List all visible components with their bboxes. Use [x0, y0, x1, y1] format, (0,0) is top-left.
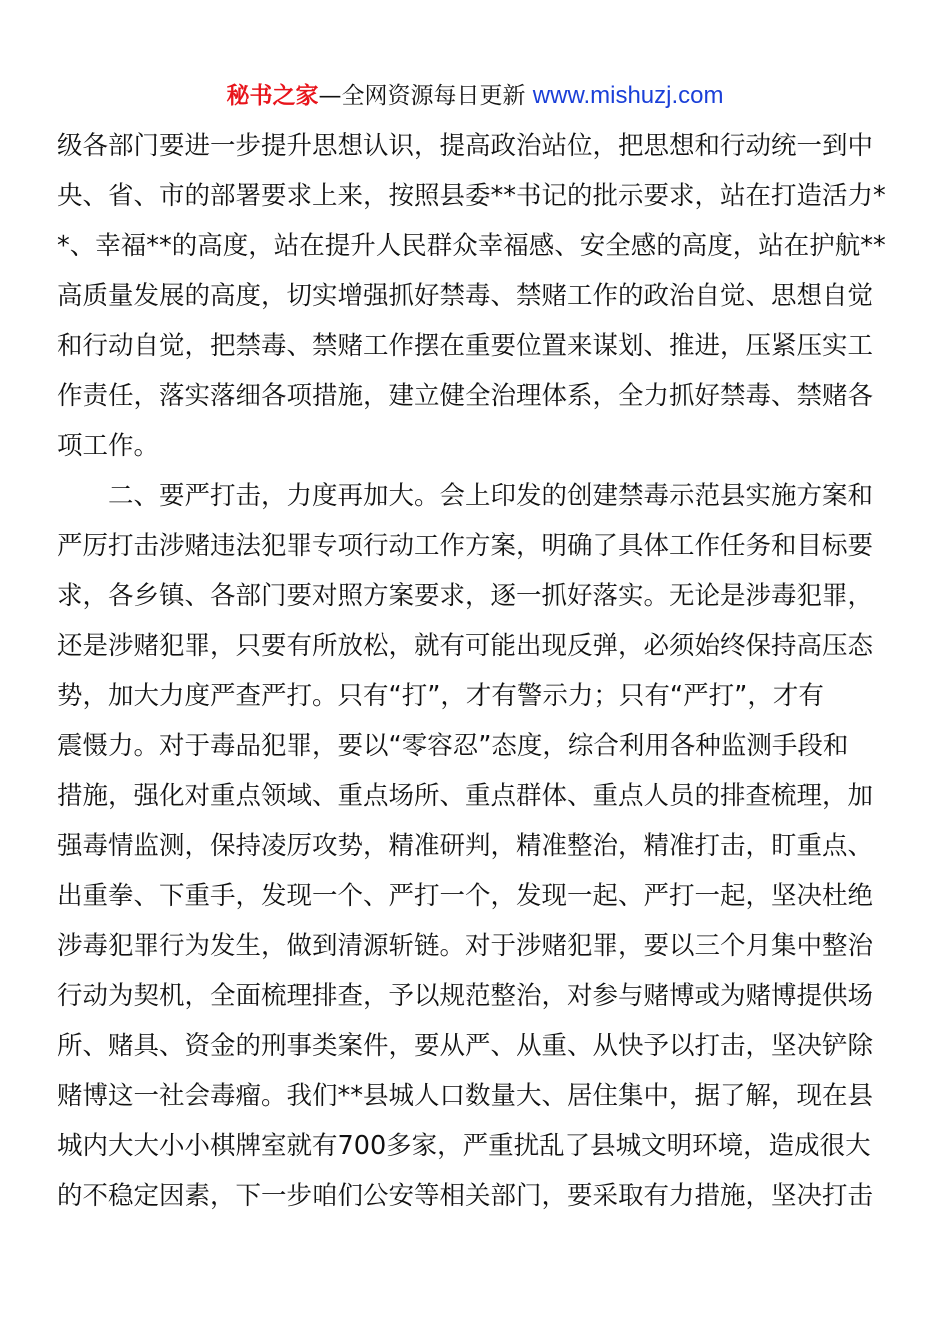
brand-name: 秘书之家: [226, 83, 319, 109]
text-line: 项工作。: [57, 431, 160, 461]
text-line: 和行动自觉，把禁毒、禁赌工作摆在重要位置来谋划、推进，压紧压实工: [57, 331, 874, 361]
paragraph-start-line: 二、要严打击，力度再加大。会上印发的创建禁毒示范县实施方案和: [57, 481, 874, 511]
text-line: 求，各乡镇、各部门要对照方案要求，逐一抓好落实。无论是涉毒犯罪，: [57, 581, 874, 611]
text-line: 强毒情监测，保持凌厉攻势，精准研判，精准整治，精准打击，盯重点、: [57, 831, 874, 861]
text-line: 的不稳定因素，下一步咱们公安等相关部门，要采取有力措施，坚决打击: [57, 1181, 874, 1211]
text-line: 震慑力。对于毒品犯罪，要以“零容忍”态度，综合利用各种监测手段和: [57, 731, 849, 761]
text-line: 城内大大小小棋牌室就有700多家，严重扰乱了县城文明环境，造成很大: [57, 1131, 871, 1161]
website-link[interactable]: www.mishuzj.com: [532, 82, 724, 109]
text-line: 还是涉赌犯罪，只要有所放松，就有可能出现反弹，必须始终保持高压态: [57, 631, 874, 661]
page-header: [0, 80, 950, 112]
document-body: [57, 121, 893, 1221]
text-line: 涉毒犯罪行为发生，做到清源斩链。对于涉赌犯罪，要以三个月集中整治: [57, 931, 874, 961]
text-line: 央、省、市的部署要求上来，按照县委**书记的批示要求，站在打造活力*: [57, 181, 886, 211]
text-line: 所、赌具、资金的刑事类案件，要从严、从重、从快予以打击，坚决铲除: [57, 1031, 874, 1061]
text-line: *、幸福**的高度，站在提升人民群众幸福感、安全感的高度，站在护航**: [57, 231, 886, 261]
text-line: 赌博这一社会毒瘤。我们**县城人口数量大、居住集中，据了解，现在县: [57, 1081, 874, 1111]
text-line: 作责任，落实落细各项措施，建立健全治理体系，全力抓好禁毒、禁赌各: [57, 381, 874, 411]
text-line: 高质量发展的高度，切实增强抓好禁毒、禁赌工作的政治自觉、思想自觉: [57, 281, 874, 311]
text-line: 行动为契机，全面梳理排查，予以规范整治，对参与赌博或为赌博提供场: [57, 981, 874, 1011]
text-line: 出重拳、下重手，发现一个、严打一个，发现一起、严打一起，坚决杜绝: [57, 881, 874, 911]
text-line: 级各部门要进一步提升思想认识，提高政治站位，把思想和行动统一到中: [57, 131, 874, 161]
text-line: 措施，强化对重点领域、重点场所、重点群体、重点人员的排查梳理，加: [57, 781, 874, 811]
text-line: 势，加大力度严查严打。只有“打”，才有警示力；只有“严打”，才有: [57, 681, 824, 711]
header-tagline: —全网资源每日更新: [318, 83, 526, 109]
text-line: 严厉打击涉赌违法犯罪专项行动工作方案，明确了具体工作任务和目标要: [57, 531, 874, 561]
